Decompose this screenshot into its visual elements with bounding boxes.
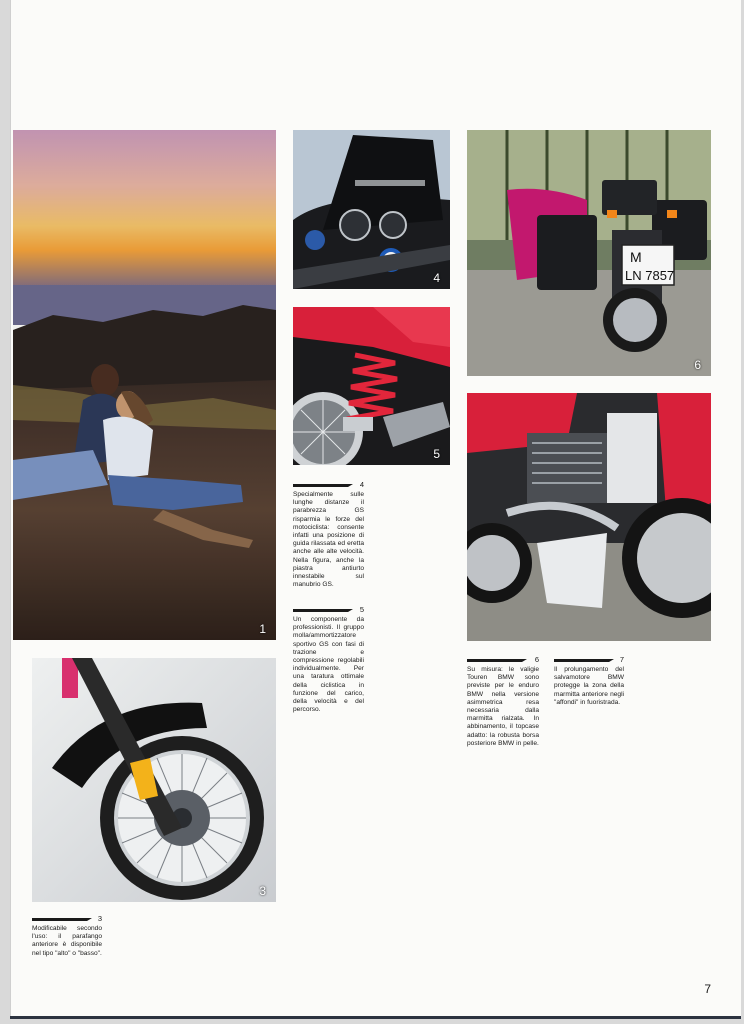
windshield-image — [293, 130, 450, 289]
license-plate-line2: LN 7857 — [625, 268, 675, 283]
photo-front-wheel — [32, 658, 276, 902]
caption-4-number: 4 — [359, 480, 364, 489]
caption-5-rule — [293, 607, 364, 616]
caption-5-number: 5 — [359, 605, 364, 614]
license-plate-line1: M — [630, 249, 642, 265]
caption-3-text: Modificabile secondo l'uso: il parafango anteriore è disponibile nel tipo "alto" o "basso". — [32, 925, 102, 957]
caption-4 — [293, 482, 364, 589]
caption-6-text: Su misura: le valigie Touren BMW sono previste per le enduro BMW nella versione asimmetrica resa necessaria dalla marmitta rialzata. In abbinamento, il topcase adatto: la robusta borsa posteriore BMW in pelle. — [467, 666, 539, 747]
page-number: 7 — [704, 982, 711, 996]
luggage-rear-image — [467, 130, 711, 376]
photo-couple-sunset — [13, 130, 276, 640]
photo-1-number: 1 — [259, 622, 266, 636]
photo-3-number: 3 — [259, 884, 266, 898]
caption-4-text: Specialmente sulle lunghe distanze il parabrezza GS risparmia le forze del motociclista: consente infatti una posizione di guida rilassata ed eretta anche alle alte velocità. Nella figura, anche la piastra antiurto innestabile sul manubrio GS. — [293, 491, 364, 589]
caption-3 — [32, 916, 102, 958]
shock-absorber-image — [293, 307, 450, 465]
photo-shock-absorber — [293, 307, 450, 465]
front-wheel-image — [32, 658, 276, 902]
caption-7-text: Il prolungamento del salvamotore BMW protegge la zona della marmitta anteriore negli "affondi" in fuoristrada. — [554, 666, 624, 706]
photo-windshield — [293, 130, 450, 289]
engine-guard-image — [467, 393, 711, 641]
caption-5 — [293, 607, 364, 714]
caption-6-rule — [467, 657, 539, 666]
magazine-page — [10, 0, 741, 1016]
photo-6-number: 6 — [694, 358, 701, 372]
caption-7 — [554, 657, 624, 707]
couple-sunset-image — [13, 130, 276, 640]
caption-4-rule — [293, 482, 364, 491]
caption-7-rule — [554, 657, 624, 666]
photo-luggage-rear — [467, 130, 711, 376]
caption-6 — [467, 657, 539, 748]
caption-7-number: 7 — [619, 655, 624, 664]
photo-engine-guard — [467, 393, 711, 641]
caption-6-number: 6 — [534, 655, 539, 664]
caption-3-rule — [32, 916, 102, 925]
caption-3-number: 3 — [97, 914, 102, 923]
photo-4-number: 4 — [433, 271, 440, 285]
caption-5-text: Un componente da professionisti. Il gruppo molla/ammortizzatore sportivo GS con fasi di trazione e compressione regolabili individualmente. Per una taratura ottimale della ciclistica in funzione del carico, della velocità e del percorso. — [293, 616, 364, 714]
photo-5-number: 5 — [433, 447, 440, 461]
